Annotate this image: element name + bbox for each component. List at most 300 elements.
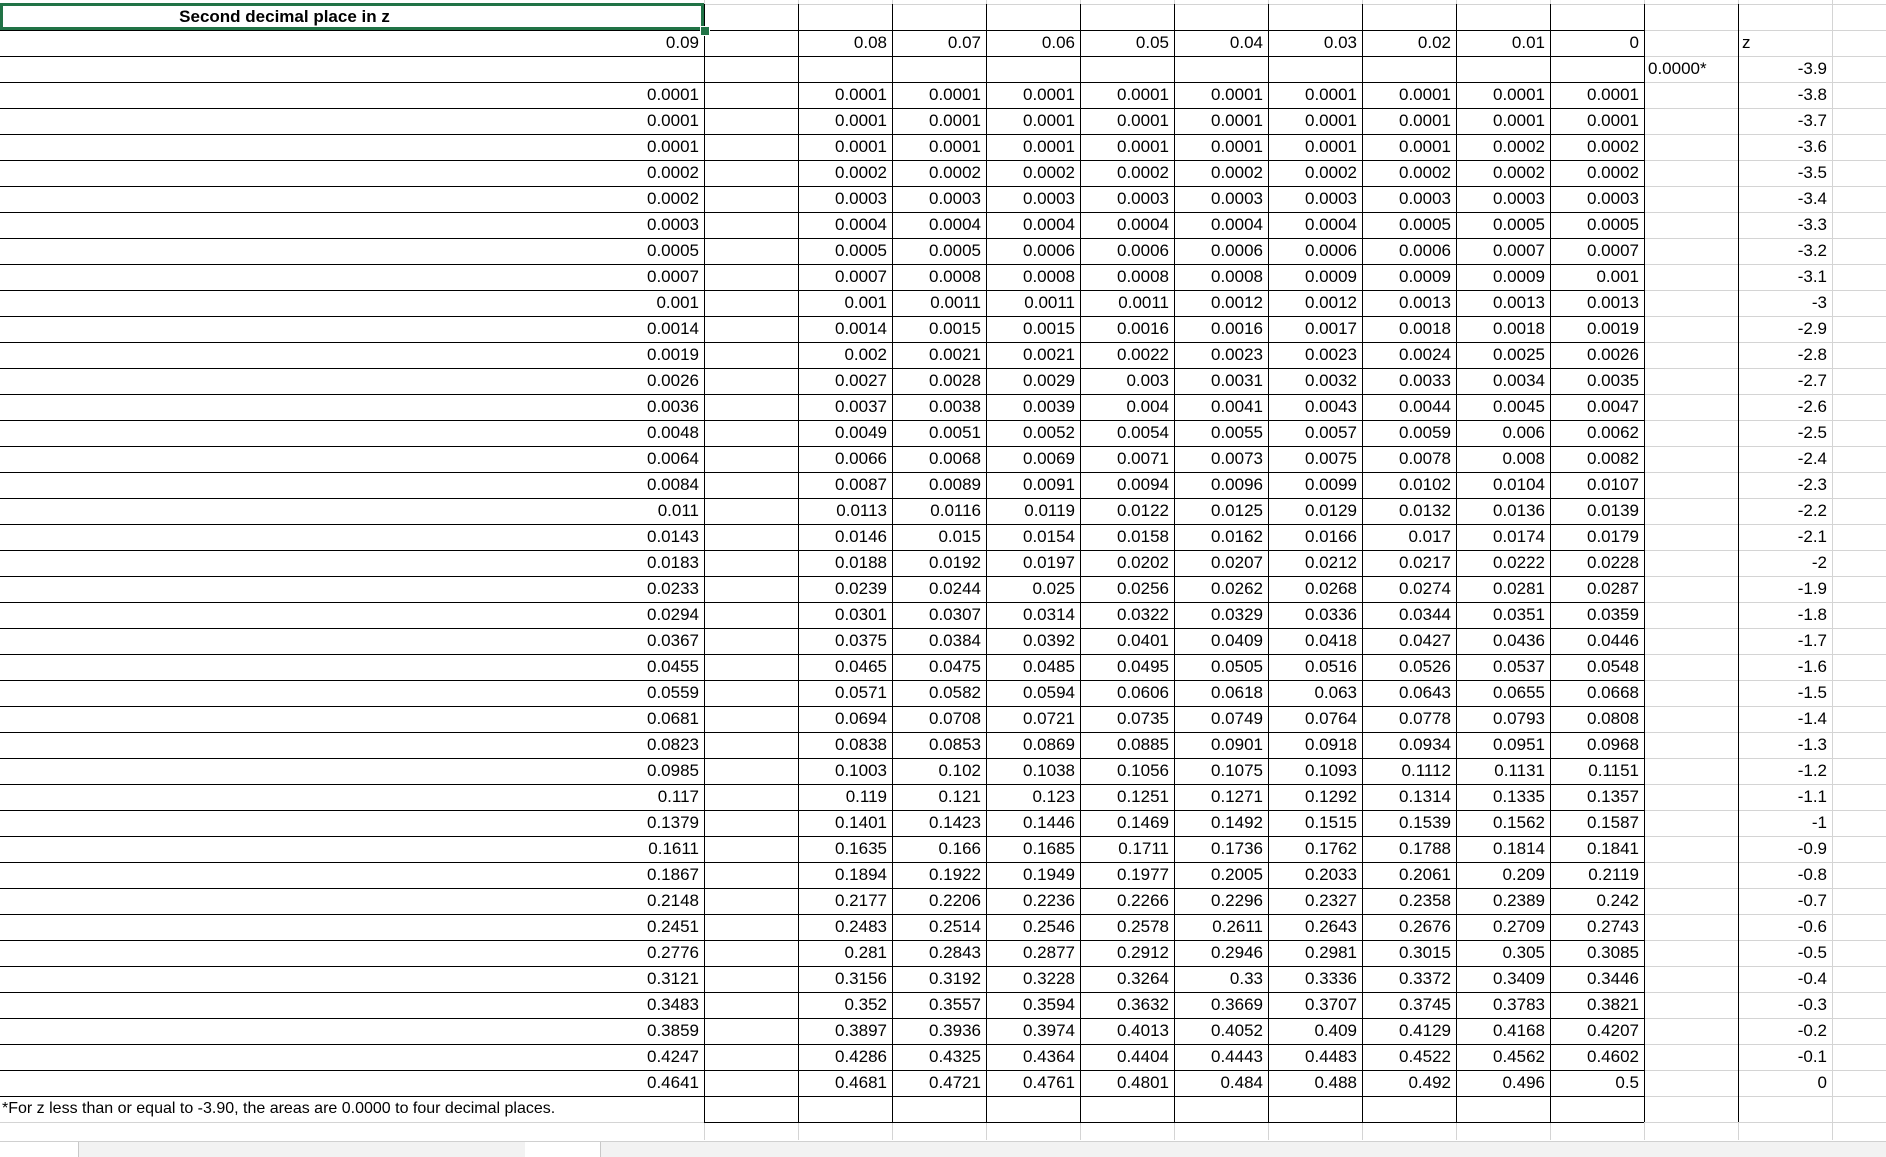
table-cell[interactable]: 0.0001 [647,137,699,156]
table-cell[interactable]: 0.0099 [1305,475,1357,494]
table-cell[interactable]: 0.0018 [1399,319,1451,338]
table-cell[interactable]: 0.0059 [1399,423,1451,442]
table-cell[interactable]: 0.0028 [929,371,981,390]
table-cell[interactable]: 0.4013 [1117,1021,1169,1040]
table-cell[interactable]: 0.0009 [1399,267,1451,286]
table-cell[interactable]: 0.0031 [1211,371,1263,390]
table-cell[interactable]: 0.0505 [1211,657,1263,676]
z-value-cell[interactable]: -3.3 [1797,215,1827,234]
z-value-cell[interactable]: -3.1 [1797,267,1827,286]
table-cell[interactable]: 0.2358 [1399,891,1451,910]
table-cell[interactable]: 0.2776 [647,943,699,962]
table-cell[interactable]: 0.0228 [1587,553,1639,572]
table-cell[interactable]: 0.1038 [1023,761,1075,780]
table-cell[interactable]: 0.0256 [1117,579,1169,598]
z-value-cell[interactable]: -0.1 [1797,1047,1827,1066]
table-cell[interactable]: 0.001 [844,293,887,312]
table-cell[interactable]: 0.0222 [1493,553,1545,572]
table-cell[interactable]: 0.3121 [647,969,699,988]
table-cell[interactable]: 0.2981 [1305,943,1357,962]
table-cell[interactable]: 0.0367 [647,631,699,650]
table-cell[interactable]: 0.0012 [1211,293,1263,312]
table-cell[interactable]: 0.0004 [1023,215,1075,234]
table-cell[interactable]: 0.0427 [1399,631,1451,650]
table-cell[interactable]: 0.0069 [1023,449,1075,468]
table-cell[interactable]: 0.4801 [1117,1073,1169,1092]
table-cell[interactable]: 0.3897 [835,1021,887,1040]
table-cell[interactable]: 0.484 [1220,1073,1263,1092]
table-cell[interactable]: 0.0537 [1493,657,1545,676]
table-cell[interactable]: 0.4364 [1023,1047,1075,1066]
z-value-cell[interactable]: -1.1 [1797,787,1827,806]
table-cell[interactable]: 0.0436 [1493,631,1545,650]
table-cell[interactable]: 0.0075 [1305,449,1357,468]
table-cell[interactable]: 0.0008 [1211,267,1263,286]
table-cell[interactable]: 0.0001 [1399,111,1451,130]
table-cell[interactable]: 0.0002 [647,163,699,182]
table-cell[interactable]: 0.4641 [647,1073,699,1092]
table-cell[interactable]: 0.0294 [647,605,699,624]
table-cell[interactable]: 0.0023 [1211,345,1263,364]
table-cell[interactable]: 0.0037 [835,397,887,416]
table-cell[interactable]: 0.409 [1314,1021,1357,1040]
table-cell[interactable]: 0.0022 [1117,345,1169,364]
footnote-cell[interactable]: *For z less than or equal to -3.90, the areas are 0.0000 to four decimal places. [2,1100,556,1117]
table-cell[interactable]: 0.0073 [1211,449,1263,468]
table-cell[interactable]: 0.1093 [1305,761,1357,780]
table-cell[interactable]: 0.0006 [1023,241,1075,260]
table-cell[interactable]: 0.0001 [1587,85,1639,104]
table-cell[interactable]: 0.0594 [1023,683,1075,702]
table-cell[interactable]: 0.0314 [1023,605,1075,624]
table-cell[interactable]: 0.4522 [1399,1047,1451,1066]
table-cell[interactable]: 0.2514 [929,917,981,936]
table-cell[interactable]: 0.0262 [1211,579,1263,598]
table-cell[interactable]: 0.0044 [1399,397,1451,416]
table-cell[interactable]: 0.1762 [1305,839,1357,858]
table-cell[interactable]: 0.1788 [1399,839,1451,858]
table-cell[interactable]: 0.0001 [835,111,887,130]
table-cell[interactable]: 0.2177 [835,891,887,910]
table-cell[interactable]: 0.0082 [1587,449,1639,468]
table-cell[interactable]: 0.0446 [1587,631,1639,650]
table-cell[interactable]: 0.0011 [930,293,981,312]
table-cell[interactable]: 0.0004 [1211,215,1263,234]
table-cell[interactable]: 0.0018 [1493,319,1545,338]
table-cell[interactable]: 0.123 [1032,787,1075,806]
table-cell[interactable]: 0.2946 [1211,943,1263,962]
sheet-tab[interactable] [525,1142,601,1157]
table-cell[interactable]: 0.0107 [1587,475,1639,494]
z-value-cell[interactable]: -3.5 [1797,163,1827,182]
table-cell[interactable]: 0.0132 [1399,501,1451,520]
table-cell[interactable]: 0.281 [844,943,887,962]
table-cell[interactable]: 0.0089 [929,475,981,494]
z-value-cell[interactable]: -3.2 [1797,241,1827,260]
table-cell[interactable]: 0.33 [1229,969,1263,988]
table-cell[interactable]: 0.0179 [1587,527,1639,546]
table-cell[interactable]: 0.2296 [1211,891,1263,910]
table-cell[interactable]: 0.0217 [1399,553,1451,572]
table-cell[interactable]: 0.3669 [1211,995,1263,1014]
table-cell[interactable]: 0.0526 [1399,657,1451,676]
table-cell[interactable]: 0.0465 [835,657,887,676]
table-cell[interactable]: 0.1894 [835,865,887,884]
table-cell[interactable]: 0.0985 [647,761,699,780]
table-cell[interactable]: 0.4443 [1211,1047,1263,1066]
table-cell[interactable]: 0.0409 [1211,631,1263,650]
table-cell[interactable]: 0.0029 [1023,371,1075,390]
table-cell[interactable]: 0.0048 [647,423,699,442]
table-cell[interactable]: 0.0934 [1399,735,1451,754]
table-cell[interactable]: 0.3446 [1587,969,1639,988]
table-cell[interactable]: 0.0116 [930,501,981,520]
z-value-cell[interactable]: -3 [1811,293,1827,312]
table-cell[interactable]: 0.2611 [1212,917,1263,936]
table-cell[interactable]: 0.0384 [929,631,981,650]
table-cell[interactable]: 0.025 [1032,579,1075,598]
table-cell[interactable]: 0.0143 [647,527,699,546]
z-value-cell[interactable]: -1.3 [1797,735,1827,754]
table-cell[interactable]: 0.1949 [1023,865,1075,884]
table-cell[interactable]: 0.0005 [1587,215,1639,234]
table-cell[interactable]: 0.0001 [1493,85,1545,104]
table-cell[interactable]: 0.0096 [1211,475,1263,494]
table-cell[interactable]: 0.0571 [835,683,887,702]
table-cell[interactable]: 0.492 [1408,1073,1451,1092]
table-cell[interactable]: 0.0015 [1023,319,1075,338]
table-cell[interactable]: 0.0008 [1023,267,1075,286]
table-cell[interactable]: 0.0001 [647,85,699,104]
z-value-cell[interactable]: -3.8 [1797,85,1827,104]
table-cell[interactable]: 0.0139 [1587,501,1639,520]
table-cell[interactable]: 0.0359 [1587,605,1639,624]
table-cell[interactable]: 0.0708 [929,709,981,728]
table-cell[interactable]: 0.0301 [835,605,887,624]
z-value-cell[interactable]: -3.4 [1797,189,1827,208]
table-cell[interactable]: 0.0032 [1305,371,1357,390]
table-cell[interactable]: 0.0011 [1024,293,1075,312]
table-cell[interactable]: 0.0274 [1399,579,1451,598]
table-cell[interactable]: 0.0004 [835,215,887,234]
table-cell[interactable]: 0.0038 [929,397,981,416]
table-cell[interactable]: 0.0287 [1587,579,1639,598]
table-cell[interactable]: 0.0183 [647,553,699,572]
column-header-cell[interactable]: 0.05 [1135,33,1169,52]
table-cell[interactable]: 0.0012 [1305,293,1357,312]
table-cell[interactable]: 0.3745 [1399,995,1451,1014]
table-cell[interactable]: 0.0001 [1117,137,1169,156]
table-cell[interactable]: 0.0104 [1493,475,1545,494]
z-value-cell[interactable]: -3.7 [1797,111,1827,130]
table-cell[interactable]: 0.2061 [1399,865,1451,884]
column-header-cell[interactable]: 0.07 [947,33,981,52]
table-cell[interactable]: 0.0005 [1493,215,1545,234]
z-value-cell[interactable]: -0.4 [1797,969,1827,988]
table-cell[interactable]: 0.0006 [1399,241,1451,260]
table-cell[interactable]: 0.1611 [648,839,699,858]
table-cell[interactable]: 0.0188 [835,553,887,572]
table-cell[interactable]: 0.0014 [835,319,887,338]
table-cell[interactable]: 0.0885 [1117,735,1169,754]
table-cell[interactable]: 0.1515 [1305,813,1357,832]
table-cell[interactable]: 0.1446 [1023,813,1075,832]
table-cell[interactable]: 0.1131 [1494,761,1545,780]
table-cell[interactable]: 0.0485 [1023,657,1075,676]
table-cell[interactable]: 0.0016 [1211,319,1263,338]
table-cell[interactable]: 0.1112 [1401,761,1451,780]
table-cell[interactable]: 0.0401 [1117,631,1169,650]
table-cell[interactable]: 0.0027 [835,371,887,390]
z-value-cell[interactable]: -3.9 [1797,59,1827,78]
table-cell[interactable]: 0.0005 [1399,215,1451,234]
table-cell[interactable]: 0.1587 [1587,813,1639,832]
table-cell[interactable]: 0.0001 [1023,85,1075,104]
table-cell[interactable]: 0.4247 [647,1047,699,1066]
table-cell[interactable]: 0.3821 [1587,995,1639,1014]
table-cell[interactable]: 0.0158 [1117,527,1169,546]
table-cell[interactable]: 0.0559 [647,683,699,702]
table-cell[interactable]: 0.3483 [647,995,699,1014]
table-cell[interactable]: 0.3085 [1587,943,1639,962]
z-value-cell[interactable]: -1.9 [1797,579,1827,598]
z-value-cell[interactable]: -2.4 [1797,449,1827,468]
table-cell[interactable]: 0.0968 [1587,735,1639,754]
table-cell[interactable]: 0.0084 [647,475,699,494]
table-cell[interactable]: 0.0005 [647,241,699,260]
table-cell[interactable]: 0.242 [1596,891,1639,910]
table-cell[interactable]: 0.3156 [835,969,887,988]
table-cell[interactable]: 0.0154 [1023,527,1075,546]
table-cell[interactable]: 0.0001 [1023,137,1075,156]
table-cell[interactable]: 0.0001 [1117,85,1169,104]
table-cell[interactable]: 0.0055 [1211,423,1263,442]
table-cell[interactable]: 0.2912 [1117,943,1169,962]
table-cell[interactable]: 0.3632 [1117,995,1169,1014]
table-cell[interactable]: 0.0336 [1305,605,1357,624]
table-cell[interactable]: 0.1423 [929,813,981,832]
table-cell[interactable]: 0.0035 [1587,371,1639,390]
table-cell[interactable]: 0.0268 [1305,579,1357,598]
table-cell[interactable]: 0.0869 [1023,735,1075,754]
table-cell[interactable]: 0.0122 [1117,501,1169,520]
z-value-cell[interactable]: -1.4 [1797,709,1827,728]
table-cell[interactable]: 0.0207 [1211,553,1263,572]
table-cell[interactable]: 0.0026 [647,371,699,390]
z-value-cell[interactable]: -0.2 [1797,1021,1827,1040]
table-cell[interactable]: 0.0003 [929,189,981,208]
table-cell[interactable]: 0.1075 [1211,761,1263,780]
table-cell[interactable]: 0.0694 [835,709,887,728]
table-cell[interactable]: 0.002 [844,345,887,364]
table-cell[interactable]: 0.0002 [1587,137,1639,156]
table-cell[interactable]: 0.0066 [835,449,887,468]
table-cell[interactable]: 0.0003 [1117,189,1169,208]
z-value-cell[interactable]: -0.6 [1797,917,1827,936]
table-cell[interactable]: 0.0618 [1211,683,1263,702]
table-cell[interactable]: 0.0001 [1493,111,1545,130]
table-cell[interactable]: 0.488 [1314,1073,1357,1092]
table-cell[interactable]: 0.0162 [1211,527,1263,546]
table-cell[interactable]: 0.0057 [1305,423,1357,442]
sheet-tab[interactable] [0,1142,79,1157]
table-cell[interactable]: 0.0002 [1399,163,1451,182]
table-cell[interactable]: 0.0655 [1493,683,1545,702]
table-cell[interactable]: 0.0041 [1211,397,1263,416]
table-cell[interactable]: 0.1271 [1211,787,1263,806]
table-cell[interactable]: 0.0418 [1305,631,1357,650]
table-cell[interactable]: 0.0003 [1399,189,1451,208]
table-cell[interactable]: 0.015 [938,527,981,546]
table-cell[interactable]: 0.1841 [1587,839,1639,858]
table-cell[interactable]: 0.0239 [835,579,887,598]
table-cell[interactable]: 0.2119 [1588,865,1639,884]
table-cell[interactable]: 0.0778 [1399,709,1451,728]
table-cell[interactable]: 0.0005 [835,241,887,260]
table-cell[interactable]: 0.0455 [647,657,699,676]
table-cell[interactable]: 0.0307 [929,605,981,624]
column-header-cell[interactable]: 0 [1629,33,1639,52]
table-cell[interactable]: 0.0001 [1587,111,1639,130]
table-cell[interactable]: 0.0582 [929,683,981,702]
table-cell[interactable]: 0.305 [1502,943,1545,962]
table-cell[interactable]: 0.0023 [1305,345,1357,364]
table-cell[interactable]: 0.2743 [1587,917,1639,936]
table-cell[interactable]: 0.0033 [1399,371,1451,390]
table-cell[interactable]: 0.4168 [1493,1021,1545,1040]
table-cell[interactable]: 0.0094 [1117,475,1169,494]
table-cell[interactable]: 0.0016 [1117,319,1169,338]
table-cell[interactable]: 0.003 [1126,371,1169,390]
table-cell[interactable]: 0.0021 [929,345,981,364]
table-cell[interactable]: 0.4721 [929,1073,981,1092]
table-cell[interactable]: 0.3264 [1117,969,1169,988]
table-cell[interactable]: 0.0013 [1587,293,1639,312]
table-cell[interactable]: 0.4207 [1587,1021,1639,1040]
table-cell[interactable]: 0.0004 [929,215,981,234]
table-cell[interactable]: 0.3336 [1305,969,1357,988]
table-cell[interactable]: 0.1922 [929,865,981,884]
table-cell[interactable]: 0.1635 [835,839,887,858]
table-cell[interactable]: 0.0002 [1023,163,1075,182]
table-cell[interactable]: 0.0049 [835,423,887,442]
table-cell[interactable]: 0.0024 [1399,345,1451,364]
table-cell[interactable]: 0.0002 [1211,163,1263,182]
table-cell[interactable]: 0.0681 [647,709,699,728]
table-cell[interactable]: 0.0004 [1305,215,1357,234]
z-value-cell[interactable]: -0.7 [1797,891,1827,910]
table-cell[interactable]: 0.0002 [835,163,887,182]
table-cell[interactable]: 0.0244 [929,579,981,598]
table-cell[interactable]: 0.4681 [835,1073,887,1092]
table-cell[interactable]: 0.0174 [1493,527,1545,546]
table-cell[interactable]: 0.011 [657,501,699,520]
table-cell[interactable]: 0.0918 [1305,735,1357,754]
table-cell[interactable]: 0.2546 [1023,917,1075,936]
z-header-cell[interactable]: z [1742,33,1751,52]
table-cell[interactable]: 0.0034 [1493,371,1545,390]
table-cell[interactable]: 0.352 [844,995,887,1014]
table-cell[interactable]: 0.0344 [1399,605,1451,624]
table-cell[interactable]: 0.2578 [1117,917,1169,936]
table-cell[interactable]: 0.0004 [1117,215,1169,234]
z-value-cell[interactable]: -1 [1811,813,1827,832]
table-cell[interactable]: 0.2843 [929,943,981,962]
table-cell[interactable]: 0.2236 [1023,891,1075,910]
table-cell[interactable]: 0.0021 [1023,345,1075,364]
table-cell[interactable]: 0.0051 [929,423,981,442]
z-value-cell[interactable]: -2 [1811,553,1827,572]
z-value-cell[interactable]: -2.1 [1797,527,1827,546]
table-cell[interactable]: 0.0014 [647,319,699,338]
table-cell[interactable]: 0.001 [1596,267,1639,286]
table-cell[interactable]: 0.0001 [1305,111,1357,130]
z-value-cell[interactable]: -0.5 [1797,943,1827,962]
z-value-cell[interactable]: -2.5 [1797,423,1827,442]
table-cell[interactable]: 0.0003 [1305,189,1357,208]
table-cell[interactable]: 0.0019 [1587,319,1639,338]
table-cell[interactable]: 0.0192 [929,553,981,572]
table-cell[interactable]: 0.1977 [1117,865,1169,884]
table-cell[interactable]: 0.1251 [1117,787,1169,806]
table-cell[interactable]: 0.4761 [1023,1073,1075,1092]
table-cell[interactable]: 0.0003 [1211,189,1263,208]
table-cell[interactable]: 0.1151 [1588,761,1639,780]
table-cell[interactable]: 0.119 [845,787,887,806]
table-cell[interactable]: 0.0329 [1211,605,1263,624]
column-header-cell[interactable]: 0.08 [853,33,887,52]
table-cell[interactable]: 0.2033 [1305,865,1357,884]
table-cell[interactable]: 0.3015 [1399,943,1451,962]
table-cell[interactable]: 0.0197 [1023,553,1075,572]
table-cell[interactable]: 0.4483 [1305,1047,1357,1066]
table-cell[interactable]: 0.0007 [647,267,699,286]
table-cell[interactable]: 0.0516 [1305,657,1357,676]
table-cell[interactable]: 0.0102 [1399,475,1451,494]
table-cell[interactable]: 0.4602 [1587,1047,1639,1066]
table-cell[interactable]: 0.0375 [835,631,887,650]
table-cell[interactable]: 0.0643 [1399,683,1451,702]
table-cell[interactable]: 0.0039 [1023,397,1075,416]
table-cell[interactable]: 0.0351 [1493,605,1545,624]
table-cell[interactable]: 0.0001 [835,137,887,156]
table-cell[interactable]: 0.0006 [1305,241,1357,260]
table-cell[interactable]: 0.0001 [929,137,981,156]
table-cell[interactable]: 0.0007 [1587,241,1639,260]
table-cell[interactable]: 0.1401 [835,813,887,832]
table-cell[interactable]: 0.0113 [836,501,887,520]
table-cell[interactable]: 0.0721 [1023,709,1075,728]
table-cell[interactable]: 0.0119 [1024,501,1075,520]
table-cell[interactable]: 0.0087 [835,475,887,494]
table-cell[interactable]: 0.0043 [1305,397,1357,416]
z-value-cell[interactable]: -1.6 [1797,657,1827,676]
table-cell[interactable]: 0.3936 [929,1021,981,1040]
table-cell[interactable]: 0.0005 [929,241,981,260]
table-cell[interactable]: 0.006 [1502,423,1545,442]
table-cell[interactable]: 0.008 [1502,449,1545,468]
table-cell[interactable]: 0.0078 [1399,449,1451,468]
table-cell[interactable]: 0.0166 [1305,527,1357,546]
table-cell[interactable]: 0.1814 [1493,839,1545,858]
table-cell[interactable]: 0.1003 [835,761,887,780]
z-value-cell[interactable]: -2.2 [1797,501,1827,520]
table-cell[interactable]: 0.1357 [1587,787,1639,806]
table-cell[interactable]: 0.2483 [835,917,887,936]
z-value-cell[interactable]: -1.5 [1797,683,1827,702]
table-cell[interactable]: 0.2676 [1399,917,1451,936]
column-header-cell[interactable]: 0.01 [1511,33,1545,52]
